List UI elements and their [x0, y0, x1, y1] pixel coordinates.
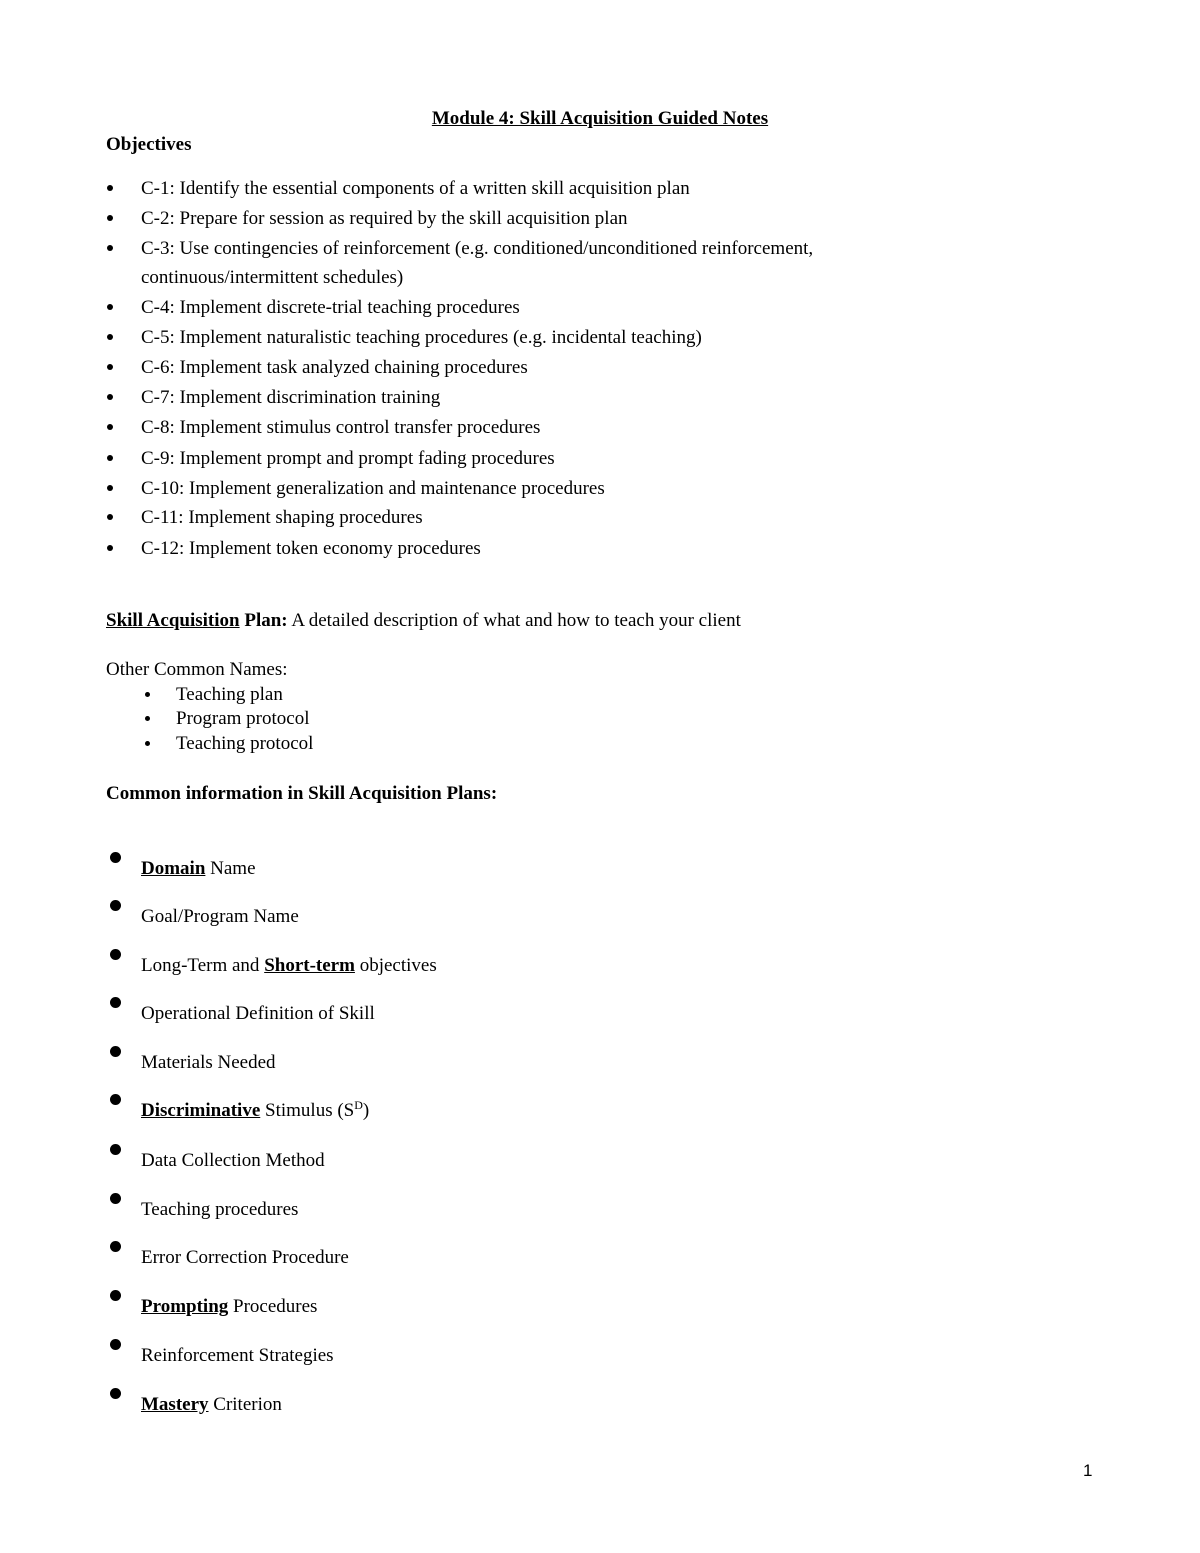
sap-term-rest: Plan: — [239, 610, 288, 631]
key-term: Discriminative — [141, 1100, 261, 1121]
key-term: Prompting — [141, 1296, 229, 1317]
bullet-icon — [110, 1290, 121, 1301]
sap-term: Skill Acquisition — [106, 610, 240, 631]
page-title: Module 4: Skill Acquisition Guided Notes — [431, 108, 769, 129]
other-name-item: Teaching plan — [176, 684, 283, 705]
common-info-item — [141, 1151, 325, 1170]
bullet-icon — [110, 1339, 121, 1350]
page-number: 1 — [1083, 1461, 1093, 1480]
bullet-icon — [107, 304, 113, 310]
item-text: Reinforcement Strategies — [141, 1345, 334, 1366]
common-info-item — [141, 1248, 349, 1267]
bullet-icon — [110, 1241, 121, 1252]
bullet-icon — [110, 1388, 121, 1399]
common-info-heading: Common information in Skill Acquisition Plans: — [106, 783, 498, 804]
objective-item: C-6: Implement task analyzed chaining procedures — [141, 357, 528, 378]
common-info-item — [141, 1053, 276, 1072]
sap-definition-text: A detailed description of what and how to teach your client — [287, 610, 741, 631]
key-term: Mastery — [141, 1394, 209, 1415]
item-text: Procedures — [228, 1296, 318, 1317]
bullet-icon — [107, 364, 113, 370]
bullet-icon — [145, 716, 150, 721]
objective-item: C-9: Implement prompt and prompt fading procedures — [141, 448, 555, 469]
item-text: Operational Definition of Skill — [141, 1003, 375, 1024]
objective-item: C-4: Implement discrete-trial teaching procedures — [141, 297, 520, 318]
objective-item: C-2: Prepare for session as required by the skill acquisition plan — [141, 208, 628, 229]
item-text: Stimulus (S — [260, 1100, 355, 1121]
bullet-icon — [110, 1046, 121, 1057]
common-info-item — [141, 1098, 370, 1121]
objective-item: C-12: Implement token economy procedures — [141, 538, 481, 559]
bullet-icon — [110, 900, 121, 911]
bullet-icon — [110, 997, 121, 1008]
common-info-item — [141, 1004, 375, 1023]
item-text: Materials Needed — [141, 1052, 276, 1073]
common-info-item — [141, 1346, 334, 1365]
bullet-icon — [107, 334, 113, 340]
objective-item: C-10: Implement generalization and maintenance procedures — [141, 478, 605, 499]
other-names-heading: Other Common Names: — [106, 659, 288, 680]
bullet-icon — [110, 1144, 121, 1155]
bullet-icon — [107, 514, 113, 520]
other-name-item: Program protocol — [176, 708, 310, 729]
bullet-icon — [107, 245, 113, 251]
item-text: Data Collection Method — [141, 1150, 325, 1171]
item-text: Long-Term and — [141, 955, 265, 976]
objective-item: C-3: Use contingencies of reinforcement (e.g. conditioned/unconditioned reinforcement, — [141, 238, 814, 259]
bullet-icon — [107, 215, 113, 221]
bullet-icon — [145, 741, 150, 746]
other-name-item: Teaching protocol — [176, 733, 314, 754]
bullet-icon — [107, 424, 113, 430]
bullet-icon — [110, 1094, 121, 1105]
item-text: Goal/Program Name — [141, 906, 299, 927]
bullet-icon — [110, 852, 121, 863]
objective-item: C-7: Implement discrimination training — [141, 387, 441, 408]
common-info-item — [141, 907, 299, 926]
bullet-icon — [110, 949, 121, 960]
item-text: Name — [205, 858, 256, 879]
bullet-icon — [145, 692, 150, 697]
common-info-item — [141, 1200, 298, 1219]
item-text: Criterion — [208, 1394, 282, 1415]
superscript: D — [354, 1098, 363, 1112]
sap-definition — [106, 611, 741, 630]
common-info-item — [141, 1297, 317, 1316]
objective-item: C-5: Implement naturalistic teaching procedures (e.g. incidental teaching) — [141, 327, 702, 348]
bullet-icon — [107, 455, 113, 461]
key-term: Short-term — [264, 955, 355, 976]
bullet-icon — [107, 394, 113, 400]
bullet-icon — [107, 545, 113, 551]
bullet-icon — [107, 485, 113, 491]
item-text: ) — [362, 1100, 370, 1121]
bullet-icon — [110, 1193, 121, 1204]
common-info-item — [141, 1395, 282, 1414]
item-text: Error Correction Procedure — [141, 1247, 349, 1268]
item-text: Teaching procedures — [141, 1199, 299, 1220]
objective-item: C-8: Implement stimulus control transfer procedures — [141, 417, 541, 438]
objective-item-continuation: continuous/intermittent schedules) — [141, 267, 404, 288]
objective-item: C-11: Implement shaping procedures — [141, 507, 423, 528]
objectives-heading: Objectives — [106, 134, 192, 155]
objective-item: C-1: Identify the essential components of a written skill acquisition plan — [141, 178, 690, 199]
common-info-item — [141, 859, 256, 878]
bullet-icon — [107, 185, 113, 191]
key-term: Domain — [141, 858, 206, 879]
item-text: objectives — [354, 955, 437, 976]
common-info-item — [141, 956, 437, 975]
